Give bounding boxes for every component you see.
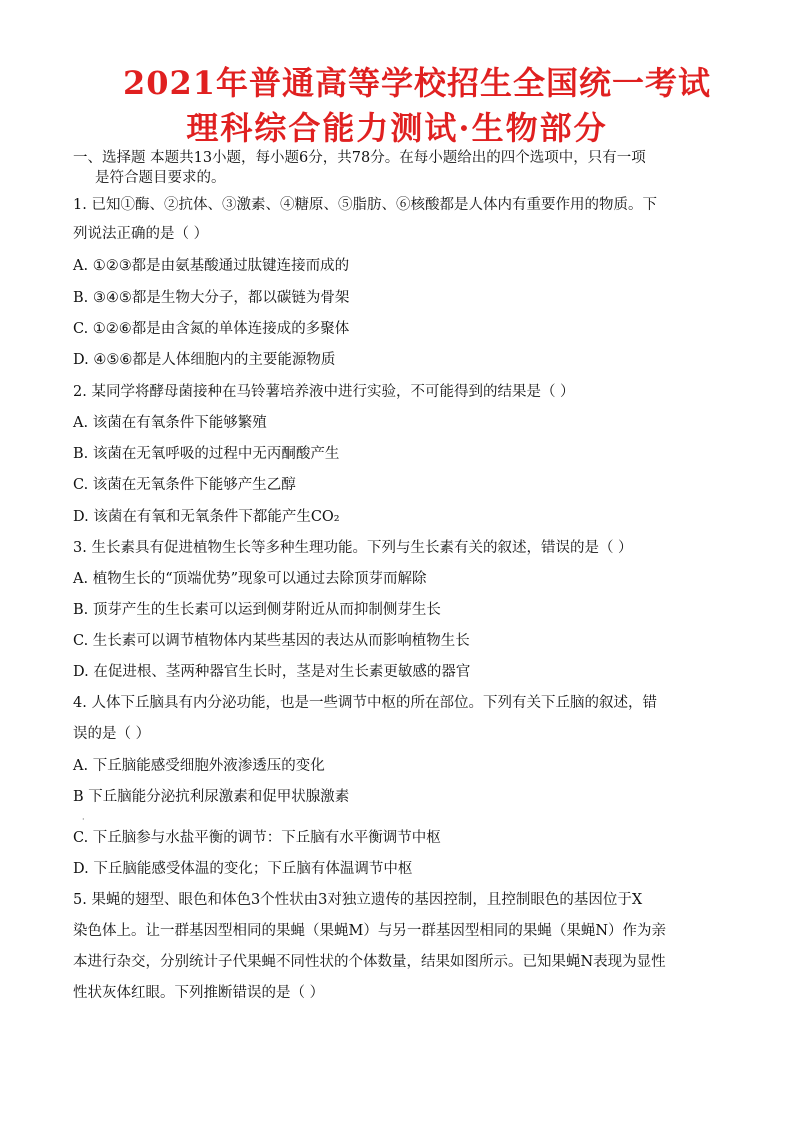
option-d: D. 下丘脑能感受体温的变化；下丘脑有体温调节中枢 [73,861,413,877]
question-stem: 1. 已知①酶、②抗体、③激素、④糖原、⑤脂肪、⑥核酸都是人体内有重要作用的物质。下 [73,197,657,213]
option-c: C. ①②⑥都是由含氮的单体连接成的多聚体 [73,321,350,337]
question-stem: 列说法正确的是（ ） [73,226,209,242]
question-stem: 2. 某同学将酵母菌接种在马铃薯培养液中进行实验，不可能得到的结果是（ ） [73,384,575,400]
option-a: A. ①②③都是由氨基酸通过肽键连接而成的 [73,258,350,274]
section-instruction-line1: 一、选择题 本题共13小题，每小题6分，共78分。在每小题给出的四个选项中，只有一项 [73,150,646,166]
section-instruction-line2: 是符合题目要求的。 [95,170,226,186]
option-a: A. 该菌在有氧条件下能够繁殖 [73,415,267,431]
option-d: D. 该菌在有氧和无氧条件下都能产生CO₂ [73,509,340,525]
option-c: C. 下丘脑参与水盐平衡的调节：下丘脑有水平衡调节中枢 [73,830,441,846]
question-stem: 误的是（ ） [73,726,151,742]
option-b: B 下丘脑能分泌抗利尿激素和促甲状腺激素 [73,789,350,805]
question-stem: 染色体上。让一群基因型相同的果蝇（果蝇M）与另一群基因型相同的果蝇（果蝇N）作为亲 [73,923,667,939]
option-b: B. ③④⑤都是生物大分子，都以碳链为骨架 [73,290,350,306]
question-stem: 4. 人体下丘脑具有内分泌功能，也是一些调节中枢的所在部位。下列有关下丘脑的叙述，错 [73,695,657,711]
stray-dot: · [82,815,85,824]
option-a: A. 下丘脑能感受细胞外液渗透压的变化 [73,758,325,774]
option-b: B. 顶芽产生的生长素可以运到侧芽附近从而抑制侧芽生长 [73,602,441,618]
option-c: C. 生长素可以调节植物体内某些基因的表达从而影响植物生长 [73,633,470,649]
exam-title: 2021年普通高等学校招生全国统一考试 [122,64,712,102]
option-a: A. 植物生长的“顶端优势”现象可以通过去除顶芽而解除 [73,571,427,587]
option-d: D. ④⑤⑥都是人体细胞内的主要能源物质 [73,352,336,368]
option-b: B. 该菌在无氧呼吸的过程中无丙酮酸产生 [73,446,340,462]
question-stem: 3. 生长素具有促进植物生长等多种生理功能。下列与生长素有关的叙述，错误的是（ ） [73,540,633,556]
option-d: D. 在促进根、茎两种器官生长时，茎是对生长素更敏感的器官 [73,664,471,680]
option-c: C. 该菌在无氧条件下能够产生乙醇 [73,477,296,493]
exam-subtitle: 理科综合能力测试·生物部分 [186,109,608,147]
question-stem: 本进行杂交，分别统计子代果蝇不同性状的个体数量，结果如图所示。已知果蝇N表现为显性 [73,954,666,970]
question-stem: 5. 果蝇的翅型、眼色和体色3个性状由3对独立遗传的基因控制，且控制眼色的基因位于X [73,892,643,908]
question-stem: 性状灰体红眼。下列推断错误的是（ ） [73,985,325,1001]
